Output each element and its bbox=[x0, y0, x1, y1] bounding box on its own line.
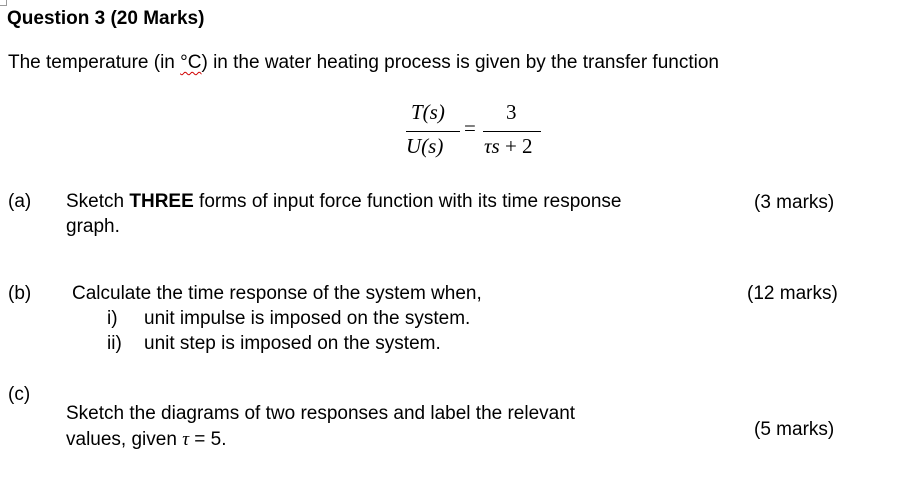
equals-sign: = bbox=[464, 116, 476, 140]
part-b-item2-text: unit step is imposed on the system. bbox=[144, 333, 441, 354]
rhs-denominator-rest: + 2 bbox=[499, 134, 533, 158]
part-c-line2 bbox=[66, 429, 227, 451]
lhs-fraction-bar bbox=[406, 131, 460, 132]
part-a-label: (a) bbox=[8, 191, 32, 212]
part-a-line1-bold: THREE bbox=[129, 191, 194, 212]
rhs-numerator: 3 bbox=[506, 100, 517, 124]
part-b-label: (b) bbox=[8, 283, 32, 304]
part-c-marks: (5 marks) bbox=[754, 419, 835, 440]
part-a-line2: graph. bbox=[66, 216, 120, 237]
transfer-function-equation bbox=[404, 98, 549, 168]
question-title: Question 3 (20 Marks) bbox=[7, 8, 205, 29]
question-intro bbox=[8, 52, 719, 74]
lhs-denominator: U(s) bbox=[406, 134, 444, 158]
part-b-item1-text: unit impulse is imposed on the system. bbox=[144, 308, 471, 329]
part-a-marks: (3 marks) bbox=[754, 192, 835, 213]
rhs-fraction-bar bbox=[483, 131, 541, 132]
part-b-line1: Calculate the time response of the system when, bbox=[72, 283, 482, 304]
part-c-line1: Sketch the diagrams of two responses and label the relevant bbox=[66, 403, 576, 424]
rhs-denominator-var: τs bbox=[484, 134, 500, 158]
corner-mark bbox=[0, 0, 7, 6]
part-c-line2-after: = 5. bbox=[189, 429, 227, 450]
part-a-line1 bbox=[66, 191, 621, 213]
lhs-numerator: T(s) bbox=[411, 100, 445, 124]
part-c-tau: τ bbox=[182, 429, 189, 450]
rhs-denominator bbox=[484, 134, 533, 159]
part-b-marks: (12 marks) bbox=[747, 283, 838, 304]
part-c-label: (c) bbox=[8, 384, 31, 405]
part-a-line1-before: Sketch bbox=[66, 191, 130, 212]
intro-after: ) in the water heating process is given by the transfer function bbox=[201, 52, 719, 73]
temperature-unit: °C bbox=[180, 52, 202, 73]
part-b-item2-num: ii) bbox=[107, 333, 122, 354]
intro-before: The temperature (in bbox=[8, 52, 181, 73]
part-a-line1-after: forms of input force function with its time response bbox=[193, 191, 622, 212]
part-b-item1-num: i) bbox=[107, 308, 118, 329]
part-c-line2-before: values, given bbox=[66, 429, 183, 450]
